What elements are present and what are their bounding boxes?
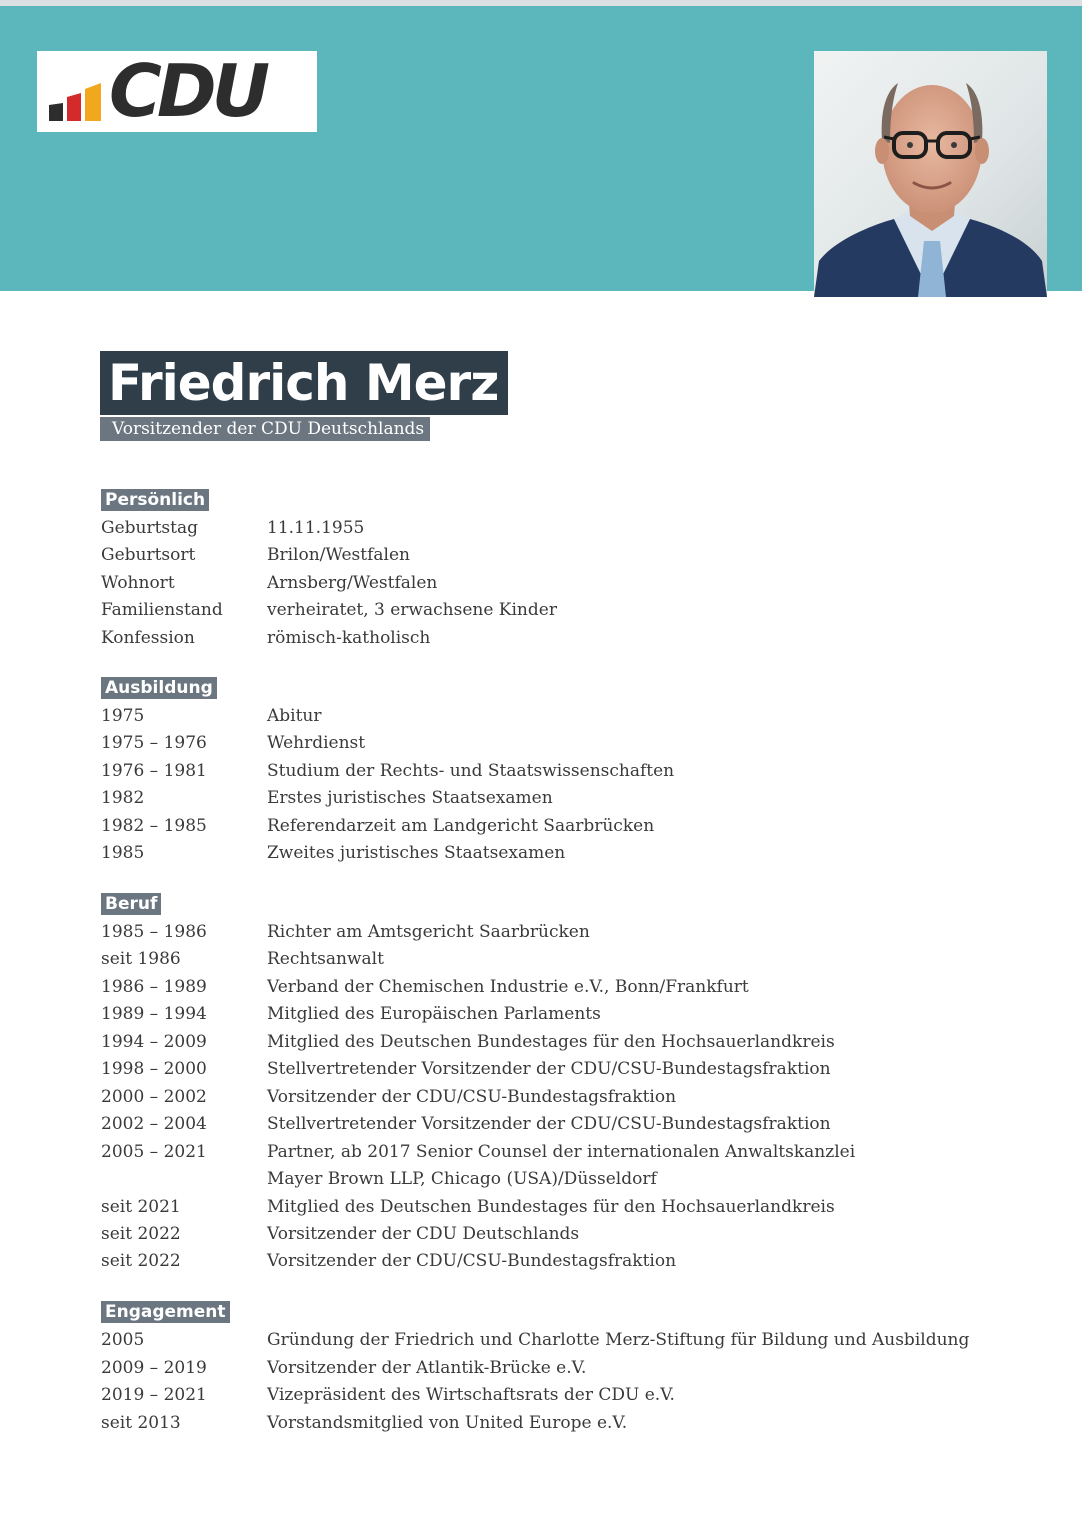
person-name: Friedrich Merz [100,351,508,415]
row-value: Mitglied des Deutschen Bundestages für den Hochsauerlandkreis [267,1197,835,1217]
row-key: seit 2021 [101,1197,181,1217]
row-value: Partner, ab 2017 Senior Counsel der internationalen Anwaltskanzlei [267,1142,856,1162]
row-value: Zweites juristisches Staatsexamen [267,843,566,863]
row-key: Familienstand [101,600,223,620]
row-key: 1982 – 1985 [101,816,207,836]
section-label-persoenlich: Persönlich [101,489,209,511]
row-key: seit 1986 [101,949,181,969]
row-key: 1985 – 1986 [101,922,207,942]
row-value: Mitglied des Europäischen Parlaments [267,1004,601,1024]
row-value: Richter am Amtsgericht Saarbrücken [267,922,590,942]
row-value: Wehrdienst [267,733,366,753]
logo-bars-icon [49,81,109,121]
row-value: Erstes juristisches Staatsexamen [267,788,553,808]
row-key: seit 2022 [101,1251,181,1271]
cdu-logo [37,51,317,132]
row-value: Verband der Chemischen Industrie e.V., Bonn/Frankfurt [267,977,749,997]
row-value: Arnsberg/Westfalen [267,573,438,593]
person-title: Vorsitzender der CDU Deutschlands [100,417,430,441]
row-key: Konfession [101,628,195,648]
row-key: Geburtstag [101,518,199,538]
row-value: Mayer Brown LLP, Chicago (USA)/Düsseldorf [267,1169,657,1189]
row-key: 1985 [101,843,145,863]
row-value: Referendarzeit am Landgericht Saarbrücken [267,816,655,836]
portrait-photo [814,51,1047,297]
row-value: Stellvertretender Vorsitzender der CDU/CSU-Bundestagsfraktion [267,1114,831,1134]
section-label-engagement: Engagement [101,1301,230,1323]
row-key: 1975 [101,706,145,726]
section-label-ausbildung: Ausbildung [101,677,217,699]
row-key: 2002 – 2004 [101,1114,207,1134]
row-key: 2005 [101,1330,145,1350]
row-key: 2019 – 2021 [101,1385,207,1405]
portrait-image [814,51,1047,297]
row-value: Rechtsanwalt [267,949,384,969]
row-key: seit 2022 [101,1224,181,1244]
row-value: Abitur [267,706,322,726]
row-key: 2000 – 2002 [101,1087,207,1107]
row-value: römisch-katholisch [267,628,431,648]
row-key: 2005 – 2021 [101,1142,207,1162]
row-key: 1976 – 1981 [101,761,207,781]
row-value: Vorsitzender der CDU/CSU-Bundestagsfraktion [267,1087,677,1107]
row-key: seit 2013 [101,1413,181,1433]
row-value: Stellvertretender Vorsitzender der CDU/CSU-Bundestagsfraktion [267,1059,831,1079]
logo-bar-red [67,93,81,121]
row-value: Vizepräsident des Wirtschaftsrats der CDU e.V. [267,1385,675,1405]
row-key: 1989 – 1994 [101,1004,207,1024]
row-value: Gründung der Friedrich und Charlotte Merz-Stiftung für Bildung und Ausbildung [267,1330,970,1350]
row-key: 1994 – 2009 [101,1032,207,1052]
row-key: 2009 – 2019 [101,1358,207,1378]
row-key: 1986 – 1989 [101,977,207,997]
row-value: Vorsitzender der CDU Deutschlands [267,1224,580,1244]
row-value: Mitglied des Deutschen Bundestages für den Hochsauerlandkreis [267,1032,835,1052]
row-value: Brilon/Westfalen [267,545,410,565]
row-value: Studium der Rechts- und Staatswissenschaften [267,761,675,781]
header-banner [0,6,1082,291]
row-key: 1975 – 1976 [101,733,207,753]
row-value: verheiratet, 3 erwachsene Kinder [267,600,557,620]
row-key: 1982 [101,788,145,808]
logo-bar-black [49,103,63,121]
logo-text: CDU [109,49,266,133]
row-key: Geburtsort [101,545,196,565]
section-label-beruf: Beruf [101,893,161,915]
row-value: 11.11.1955 [267,518,365,538]
row-value: Vorsitzender der CDU/CSU-Bundestagsfraktion [267,1251,677,1271]
row-key: Wohnort [101,573,175,593]
row-key: 1998 – 2000 [101,1059,207,1079]
logo-bar-yellow [85,83,101,121]
row-value: Vorsitzender der Atlantik-Brücke e.V. [267,1358,587,1378]
row-value: Vorstandsmitglied von United Europe e.V. [267,1413,628,1433]
